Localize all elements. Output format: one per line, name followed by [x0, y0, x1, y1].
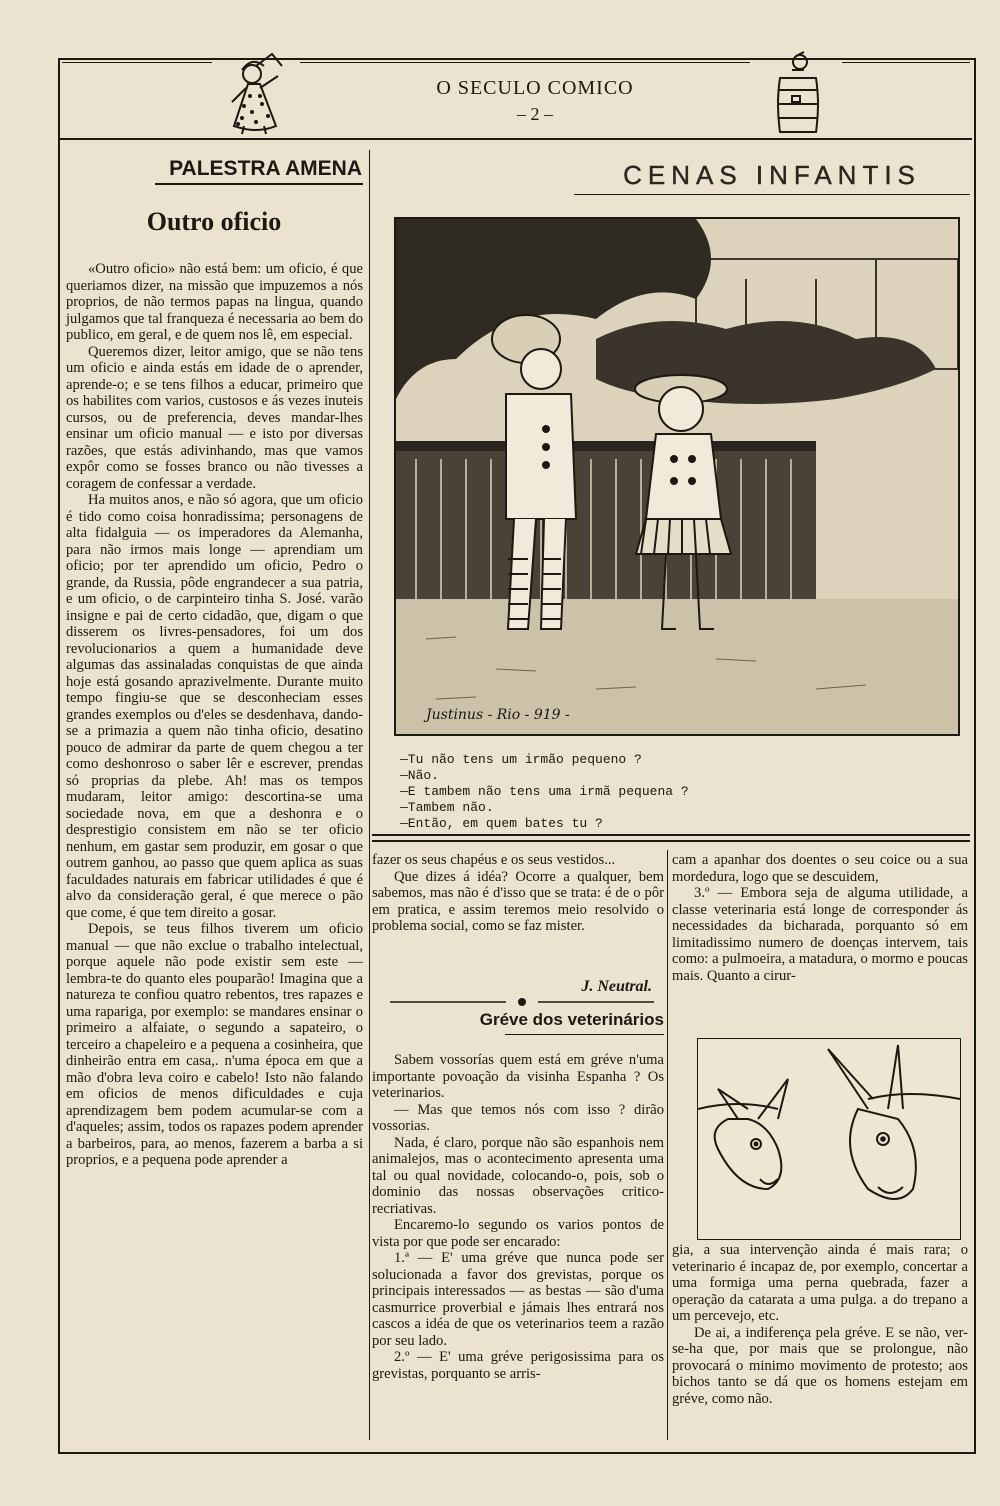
paragraph: Queremos dizer, leitor amigo, que se não tens um oficio e ainda estás em idade de o aprender, aprende-o; e se tens filhos a educar, primeiro que os habilites com varios, custosos e ás vezes inuteis cursos, ou de preferencia, deves mandar-lhes ensinar um oficio manual — e isto por diversas razões, que estás adivinhando, mas que vamos expôr como se fosses branco ou não tivesses a coragem de confessar a verdade. — [66, 343, 363, 492]
paragraph: Nada, é claro, porque não são espanhois nem animalejos, mas o acontecimento apresenta uma tal ou qual novidade, colocando-o, pois, sob o dominio das nossas observações critico-recriativas. — [372, 1134, 664, 1217]
heading-underline — [155, 183, 363, 185]
paragraph: gia, a sua intervenção ainda é mais rara; o veterinario é incapaz de, por exemplo, concertar a uma formiga uma perna quebrada, fazer a operação da catarata a uma pulga. a do trepano a um percevejo, etc. — [672, 1242, 968, 1324]
cartoon-caption — [400, 752, 800, 832]
heading-underline — [505, 1034, 664, 1035]
section-rule — [372, 840, 970, 842]
article-continuation — [372, 852, 664, 935]
cartoon-illustration — [394, 217, 960, 736]
dialogue-line: —Tambem não. — [400, 800, 494, 815]
article-title: Gréve dos veterinários — [479, 1010, 664, 1029]
article-title: Outro oficio — [146, 207, 282, 236]
paragraph: — Mas que temos nós com isso ? dirão vossorias. — [372, 1101, 664, 1134]
paragraph: Encaremo-lo segundo os varios pontos de vista por que pode ser encarado: — [372, 1217, 664, 1250]
paragraph: Sabem vossorías quem está em gréve n'uma importante povoação da visinha Espanha ? Os veterinarios. — [372, 1052, 664, 1101]
ornamental-divider — [380, 997, 664, 1007]
newspaper-title: O SECULO COMICO — [436, 77, 634, 99]
article-body — [372, 1052, 664, 1382]
dialogue-line: —Então, em quem bates tu ? — [400, 816, 603, 831]
column-divider — [369, 150, 370, 1440]
dialogue-line: —Não. — [400, 768, 440, 783]
paragraph: Que dizes á idéa? Ocorre a qualquer, bem sabemos, mas não é d'isso que se trata: é de o pôr em pratica, e assim teremos meio resolvido o problema social, como se faz mister. — [372, 868, 664, 934]
masthead-rule — [60, 138, 972, 140]
dialogue-line: —E tambem não tens uma irmã pequena ? — [400, 784, 689, 799]
section-heading: PALESTRA AMENA — [169, 157, 362, 180]
page-number: – 2 – — [517, 104, 553, 124]
article-body-continued — [672, 852, 968, 984]
paragraph: 1.ª — E' uma gréve que nunca pode ser solucionada a favor dos grevistas, porque os principais interessados — as bestas — são d'uma casmurrice proverbial e jámais lhes entrará nos cascos a idéa de que os veterinarios teem a razão por seu lado. — [372, 1250, 664, 1349]
paragraph: «Outro oficio» não está bem: um oficio, é que queriamos dizer, na missão que impuzemos a nós proprios, de não termos papas na lingua, quando julgamos que tal franqueza é necessaria ao bem do publico, em geral, e de quem nos lê, em especial. — [66, 261, 363, 343]
paragraph: De ai, a indiferença pela gréve. E se não, ver-se-ha que, por mais que se prolongue, não provocará o minimo movimento de protesto; aos bichos tanto se dá que os homens estejam em gréve, como não. — [672, 1324, 968, 1407]
paragraph: cam a apanhar dos doentes o seu coice ou a sua mordedura, logo que se descuidem, — [672, 852, 968, 885]
article-body-continued — [672, 1242, 968, 1407]
girl-figure-icon — [212, 52, 302, 136]
paragraph: Ha muitos anos, e não só agora, que um oficio é tido como coisa honradissima; personagens de alta fidalguia — os imperadores da Alemanha, para não irmos mais longe — aprendiam um oficio; por ter aprendido um oficio, Pedro o grande, da Russia, pôde engrandecer a sua patria, e um oficio, o de carpinteiro tinha S. José. varão insigne e pai de certo cidadão, que, digam o que disserem os livres-pensadores, foi um dos revolucionarios a quem a humanidade deve algumas das assinaladas conquistas de que ainda hoje está gosando aprazivelmente. Durante muito tempo fingiu-se que se desconheciam esses grandes exemplos ou d'eles se desdenhava, dando-se a primazia a quem não tinha oficio, desatino pouco de admirar da parte de quem chegou a ter como deshonroso o saber lêr e escrever, prendas só proprias da plebe. Ah! mas os tempos mudaram, leitor amigo: descortina-se uma sociedade nova, em que a deshonra e o desprestigio consistem em não se ter oficio nenhum, em gastar sem produzir, em gosar o que outrem ganhou, ao passo que quem aplica as suas faculdades naturais em fabricar utilidades é que é alvo da consideração geral, é que merece o pão que come, é que tem direito a gosar. — [66, 492, 363, 921]
top-rule — [300, 62, 750, 63]
donkey-illustration — [697, 1038, 961, 1240]
barrel-figure-icon — [770, 48, 826, 136]
top-rule — [842, 62, 970, 63]
heading-underline — [574, 194, 970, 195]
dialogue-line: —Tu não tens um irmão pequeno ? — [400, 752, 642, 767]
paragraph: Depois, se teus filhos tiverem um oficio manual — que não exclue o trabalho intelectual, porque aquele não pode existir sem este — lembra-te do quanto eles pouparão! Imagina que a natureza te confiou quatro rebentos, tres rapazes e uma rapariga, por exemplo: se mandares ensinar o primeiro a alfaiate, o segundo a sapateiro, o terceiro a chapeleiro e a pequena a cosinheira, que dinheirão entra em casa,. n'uma época em que a mão d'obra leva coiro e cabelo! Isto não falando em oficios de menos dificuldades e cuja aprendizagem bem podem acumular-se com a d'aqueles; assim, todos os rapazes podem aprender a barbeiros, para, ao menos, fazerem a barba a si proprios, e a pequena pode aprender a — [66, 921, 363, 1168]
paragraph: 2.º — E' uma gréve perigosissima para os grevistas, porquanto se arris- — [372, 1349, 664, 1382]
article-body — [66, 261, 363, 1169]
author-signature: J. Neutral. — [581, 978, 652, 995]
section-rule — [372, 834, 970, 836]
section-heading: CENAS INFANTIS — [623, 160, 921, 190]
donkey-heads-drawing — [698, 1039, 960, 1239]
top-rule — [62, 62, 212, 63]
column-divider — [667, 850, 668, 1440]
paragraph: 3.º — Embora seja de alguma utilidade, a classe veterinaria está longe de corresponder ás necessidades da bicharada, porquanto só em limitadissimo numero de doenças intervem, tais como: a pulmoeira, a matadura, o mormo e poucas mais. Quanto a cirur- — [672, 885, 968, 984]
children-scene-drawing — [396, 219, 958, 734]
paragraph: fazer os seus chapéus e os seus vestidos... — [372, 852, 616, 868]
artist-signature: Justinus - Rio - 919 - — [426, 707, 570, 723]
